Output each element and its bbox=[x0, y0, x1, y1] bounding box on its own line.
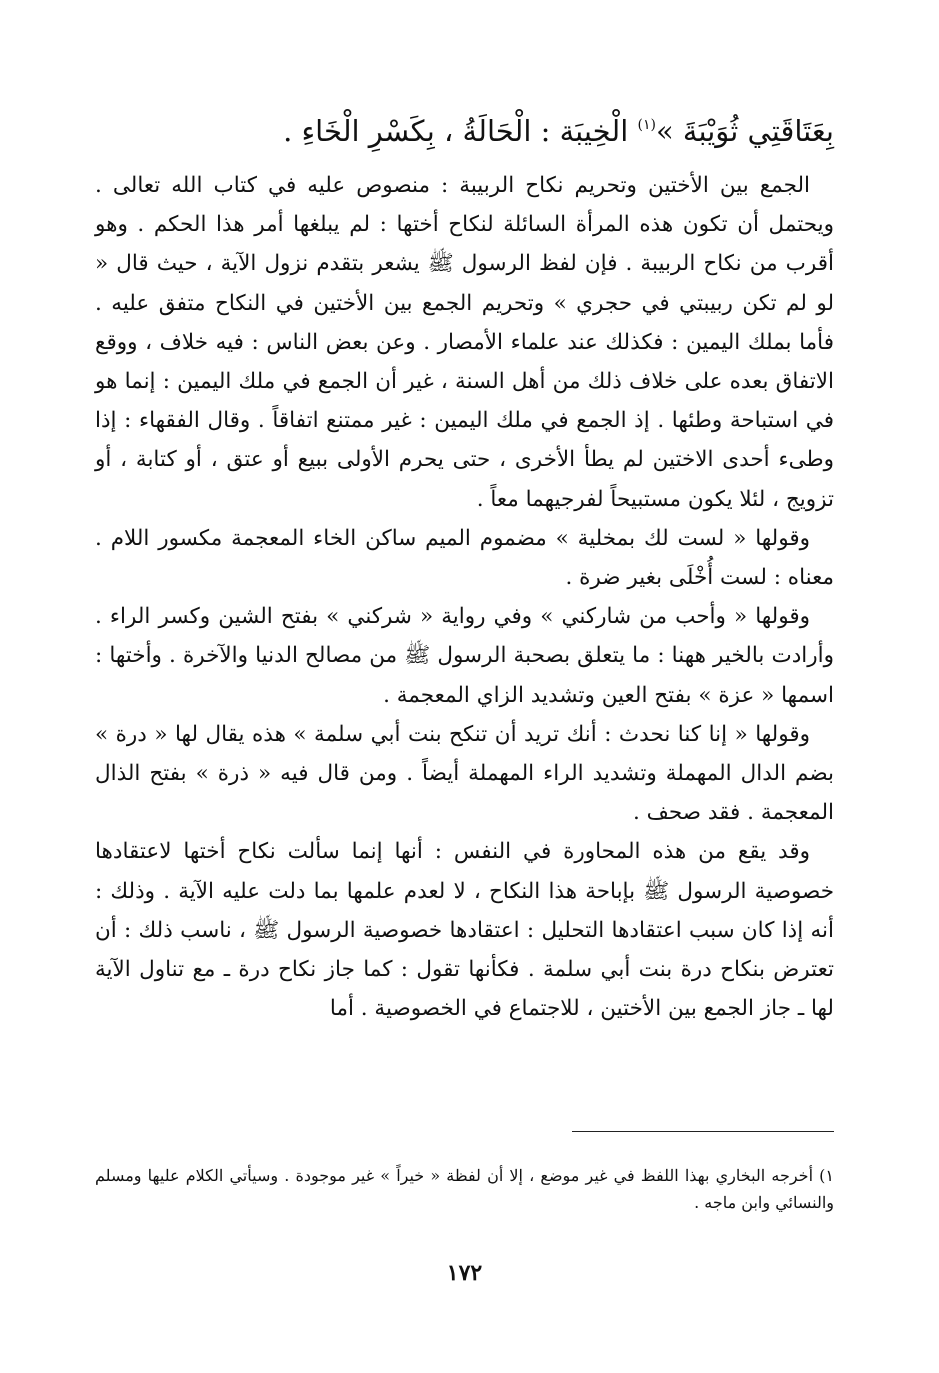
heading-line bbox=[95, 102, 834, 154]
paragraph: وقولها « وأحب من شاركني » وفي رواية « شركني » بفتح الشين وكسر الراء . وأرادت بالخير ههنا : ما يتعلق بصحبة الرسول ﷺ من مصالح الدنيا والآخرة . وأختها : اسمها « عزة » بفتح العين وتشديد الزاي المعجمة . bbox=[95, 604, 835, 708]
paragraph: وقولها « إنا كنا نحدث : أنك تريد أن تنكح بنت أبي سلمة » هذه يقال لها « درة » بضم الدال المهملة وتشديد الراء المهملة أيضاً . ومن قال فيه « ذرة » بفتح الذال المعجمة . فقد صحف . bbox=[95, 721, 834, 826]
heading-rest: الْخِيبَة : الْحَالَةُ ، بِكَسْرِ الْخَاءِ . bbox=[283, 114, 638, 148]
paragraph: الجمع بين الأختين وتحريم نكاح الربيبة : منصوص عليه في كتاب الله تعالى . ويحتمل أن تكون هذه المرأة السائلة لنكاح أختها : لم يبلغها أمر هذا الحكم . وهو أقرب من نكاح الربيبة . فإن لفظ الرسول ﷺ يشعر بتقدم نزول الآية ، حيث قال « لو لم تكن ربيبتي في حجري » وتحريم الجمع بين الأختين في النكاح متفق عليه . فأما بملك اليمين : فكذلك عند علماء الأمصار . وعن بعض الناس : فيه خلاف ، ووقع الاتفاق بعده على خلاف ذلك من أهل السنة ، غير أن الجمع في ملك اليمين : إنما هو في استباحة وطئها . إذ الجمع في ملك اليمين : غير ممتنع اتفاقاً . وقال الفقهاء : إذا وطىء أحدى الاختين لم يطأ الأخرى ، حتى يحرم الأولى ببيع أو عتق ، أو كتابة ، أو تزويج ، لئلا يكون مستبيحاً لفرجيهما معاً . bbox=[95, 173, 834, 512]
footnote-divider bbox=[572, 1131, 834, 1132]
book-page bbox=[95, 0, 834, 1373]
body-text bbox=[95, 166, 834, 1028]
footnote: ١) أخرجه البخاري بهذا اللفظ في غير موضع ، إلا أن لفظة « خيراً » غير موجودة . وسيأتي الكلام عليها ومسلم والنسائي وابن ماجه . bbox=[95, 1166, 834, 1212]
paragraph: وقد يقع من هذه المحاورة في النفس : أنها إنما سألت نكاح أختها لاعتقادها خصوصية الرسول ﷺ بإباحة هذا النكاح ، لا لعدم علمها بما دلت عليه الآية . وذلك : أنه إذا كان سبب اعتقادها التحليل : اعتقادها خصوصية الرسول ﷺ ، ناسب ذلك : أن تعترض بنكاح درة بنت أبي سلمة . فكأنها تقول : كما جاز نكاح درة ـ مع تناول الآية لها ـ جاز الجمع بين الأختين ، للاجتماع في الخصوصية . أما bbox=[95, 839, 834, 1022]
footnote-marker: (١) bbox=[637, 117, 656, 133]
heading-text: بِعَتَاقَتِي ثُوَيْبَةَ » bbox=[655, 114, 834, 148]
paragraph: وقولها « لست لك بمخلية » مضموم الميم ساكن الخاء المعجمة مكسور اللام . معناه : لست أُخْلَى بغير ضرة . bbox=[95, 525, 834, 591]
page-number: ١٧٢ bbox=[446, 1260, 483, 1286]
